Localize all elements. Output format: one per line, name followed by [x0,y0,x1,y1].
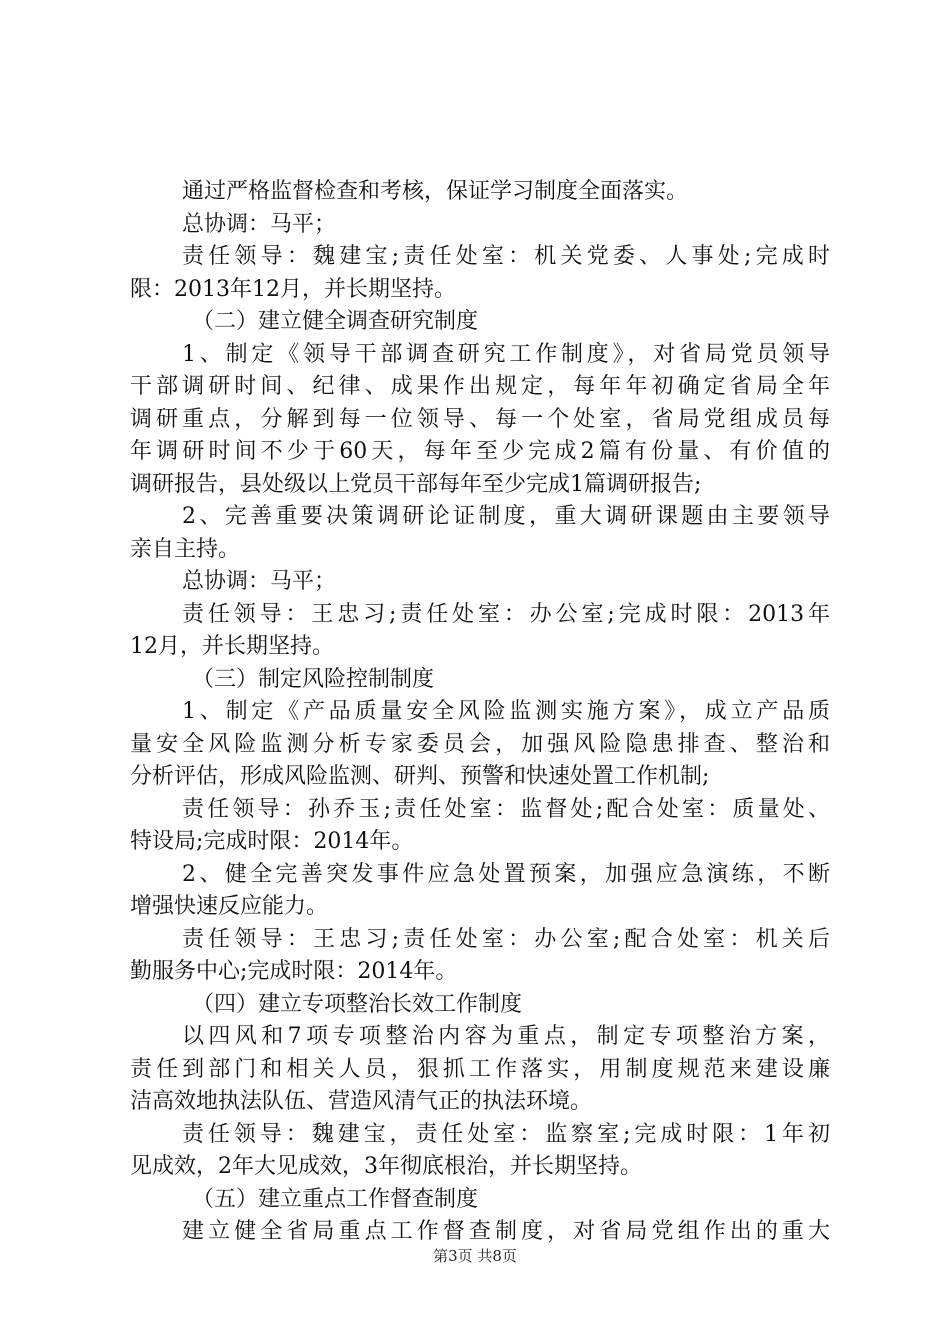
paragraph-line: 总协调：马平； [182,211,337,237]
paragraph-line: 责任到部门和相关人员，狠抓工作落实，用制度规范来建设廉 [130,1056,830,1082]
paragraph-line: 责任领导：王忠习;责任处室：办公室;完成时限：2013年 [182,601,830,627]
paragraph-line: 12月，并长期坚持。 [130,634,334,659]
paragraph-line: 亲自主持。 [130,536,241,562]
paragraph-line: 建立健全省局重点工作督查制度，对省局党组作出的重大 [182,1219,830,1244]
paragraph-line: 见成效，2年大见成效，3年彻底根治，并长期坚持。 [130,1154,642,1179]
paragraph-line: 调研重点，分解到每一位领导、每一个处室，省局党组成员每 [130,406,830,432]
paragraph-line: 责任领导：魏建宝，责任处室：监察室;完成时限：1年初 [182,1121,830,1147]
paragraph-line: 通过严格监督检查和考核，保证学习制度全面落实。 [182,179,689,204]
paragraph-line: 分析评估，形成风险监测、研判、预警和快速处置工作机制; [130,764,710,789]
paragraph-line: 2、完善重要决策调研论证制度，重大调研课题由主要领导 [182,504,830,529]
paragraph-line: 以四风和7项专项整治内容为重点，制定专项整治方案， [182,1024,830,1049]
paragraph-line: 特设局;完成时限：2014年。 [130,829,414,854]
paragraph-line: 增强快速反应能力。 [130,894,329,919]
document-body [130,176,830,1249]
paragraph-line: 2、健全完善突发事件应急处置预案，加强应急演练，不断 [182,861,830,887]
paragraph-line: 1、制定《领导干部调查研究工作制度》，对省局党员领导 [182,341,830,367]
paragraph-line: 年调研时间不少于60天，每年至少完成2篇有份量、有价值的 [130,439,830,464]
paragraph-line: 量安全风险监测分析专家委员会，加强风险隐患排查、整治和 [130,731,830,757]
paragraph-line: 责任领导：魏建宝;责任处室：机关党委、人事处;完成时 [182,244,830,269]
section-heading: （五）建立重点工作督查制度 [192,1186,479,1212]
paragraph-line: 洁高效地执法队伍、营造风清气正的执法环境。 [130,1089,593,1114]
section-heading: （二）建立健全调查研究制度 [192,309,479,334]
paragraph-line: 1、制定《产品质量安全风险监测实施方案》，成立产品质 [182,699,830,724]
page-footer: 第3页 共8页 [433,1247,517,1265]
paragraph-line: 干部调研时间、纪律、成果作出规定，每年年初确定省局全年 [130,374,830,399]
paragraph-line: 总协调：马平； [182,569,337,594]
paragraph-line: 责任领导：孙乔玉;责任处室：监督处;配合处室：质量处、 [182,796,830,822]
paragraph-line: 限：2013年12月，并长期坚持。 [130,276,456,302]
section-heading: （三）制定风险控制制度 [192,666,435,692]
paragraph-line: 责任领导：王忠习;责任处室：办公室;配合处室：机关后 [182,926,830,952]
paragraph-line: 调研报告，县处级以上党员干部每年至少完成1篇调研报告; [130,471,702,497]
section-heading: （四）建立专项整治长效工作制度 [192,991,523,1017]
paragraph-line: 勤服务中心;完成时限：2014年。 [130,959,458,984]
